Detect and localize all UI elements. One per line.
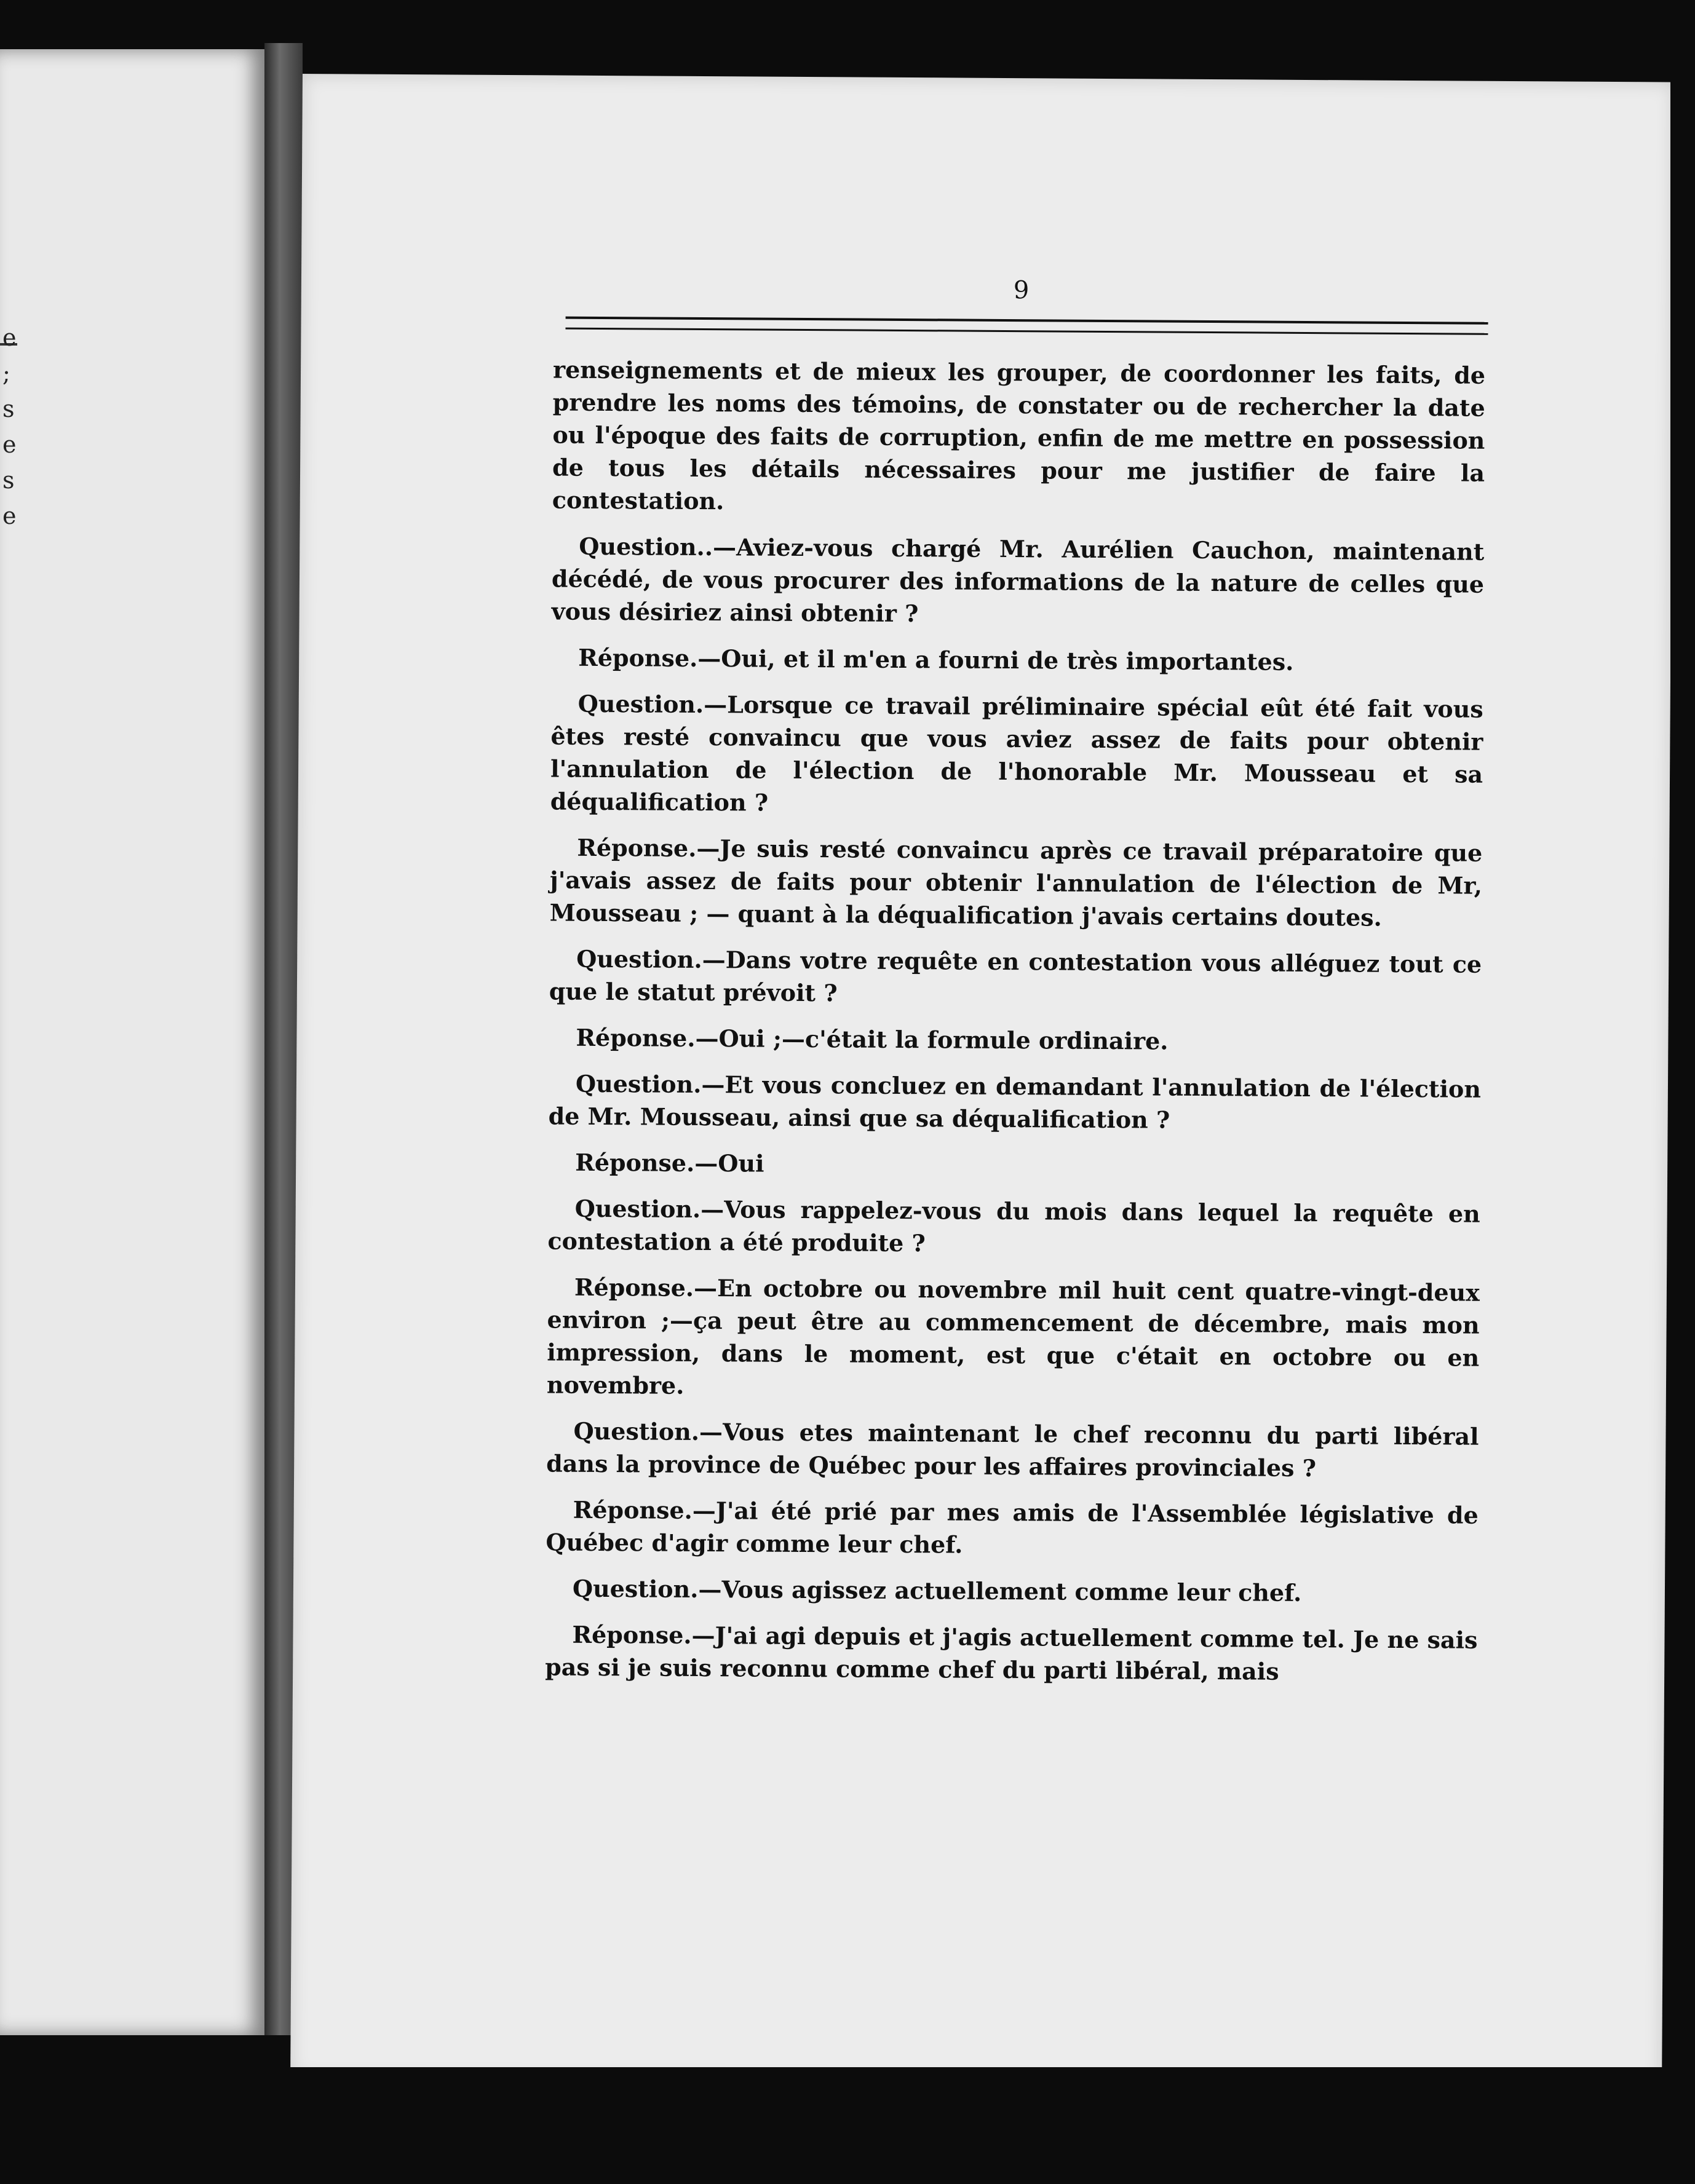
answer-label: Réponse.— xyxy=(575,1148,718,1177)
answer-text: J'ai agi depuis et j'agis actuellement comme tel. Je ne sais pas si je suis reconnu comme chef du parti libéral, mais xyxy=(545,1621,1478,1685)
left-page xyxy=(0,49,264,2035)
answer-text: Oui ;—c'était la formule ordinaire. xyxy=(718,1024,1169,1055)
answer-label: Réponse.— xyxy=(577,833,720,863)
question-label: Question.— xyxy=(578,689,728,719)
question-label: Question.— xyxy=(576,944,726,974)
answer-paragraph xyxy=(550,831,1483,934)
question-label: Question.— xyxy=(575,1069,725,1099)
question-text: Vous rappelez-vous du mois dans lequel la requête en contestation a été produite ? xyxy=(547,1195,1480,1257)
question-paragraph xyxy=(546,1414,1479,1485)
answer-paragraph xyxy=(551,641,1483,679)
left-fragment: ; xyxy=(2,360,10,387)
question-text: Vous etes maintenant le chef reconnu du parti libéral dans la province de Québec pour les affaires provinciales ? xyxy=(546,1418,1479,1482)
answer-text: Oui, et il m'en a fourni de très importantes. xyxy=(721,644,1294,676)
question-paragraph xyxy=(548,1067,1481,1138)
right-page xyxy=(290,74,1674,2087)
answer-text: Oui xyxy=(718,1149,764,1177)
answer-label: Réponse.— xyxy=(572,1620,715,1650)
answer-text: Je suis resté convaincu après ce travail préparatoire que j'avais assez de faits pour obtenir l'annulation de l'élection de Mr, Mousseau ; — quant à la déqualification j'avais certains doutes. xyxy=(549,834,1483,932)
left-fragment: e xyxy=(2,324,17,351)
opening-paragraph: renseignements et de mieux les grouper, de coordonner les faits, de prendre les noms des témoins, de constater ou de rechercher la date ou l'époque des faits de corruption, enfin de me mettre en possession de tous les détails nécessaires pour me justifier de faire la contestation. xyxy=(552,355,1486,515)
question-paragraph xyxy=(549,942,1482,1013)
scan-bottom-border xyxy=(234,2067,1695,2184)
page-number: 9 xyxy=(1013,276,1030,305)
left-fragment: e xyxy=(2,502,17,529)
question-label: Question..— xyxy=(579,532,737,561)
answer-paragraph xyxy=(548,1145,1480,1184)
question-text: Vous agissez actuellement comme leur chef. xyxy=(721,1575,1302,1607)
left-fragment: s xyxy=(2,395,15,422)
answer-label: Réponse.— xyxy=(578,643,721,673)
left-fragment: s xyxy=(2,467,15,494)
question-paragraph xyxy=(552,529,1485,633)
question-paragraph xyxy=(550,687,1483,823)
question-paragraph xyxy=(547,1192,1480,1262)
answer-paragraph xyxy=(547,1270,1480,1406)
question-label: Question.— xyxy=(573,1417,723,1446)
question-text: Et vous concluez en demandant l'annulation de l'élection de Mr. Mousseau, ainsi que sa déqualification ? xyxy=(548,1070,1482,1134)
scan-right-border xyxy=(1670,0,1695,2184)
answer-paragraph xyxy=(545,1618,1478,1688)
question-text: Dans votre requête en contestation vous alléguez tout ce que le statut prévoit ? xyxy=(549,946,1482,1007)
answer-paragraph xyxy=(549,1021,1481,1059)
answer-label: Réponse.— xyxy=(574,1273,718,1302)
left-page-text-fragments xyxy=(0,320,25,534)
answer-text: En octobre ou novembre mil huit cent quatre-vingt-deux environ ;—ça peut être au commencement de décembre, mais mon impression, dans le moment, est que c'était en octobre ou en novembre. xyxy=(546,1274,1480,1399)
question-label: Question.— xyxy=(574,1194,724,1224)
answer-paragraph xyxy=(546,1493,1479,1564)
question-paragraph xyxy=(546,1572,1478,1610)
answer-label: Réponse.— xyxy=(576,1023,719,1053)
answer-text: J'ai été prié par mes amis de l'Assemblée législative de Québec d'agir comme leur chef. xyxy=(546,1497,1479,1559)
page-body xyxy=(545,353,1485,1702)
question-text: Lorsque ce travail préliminaire spécial eût été fait vous êtes resté convaincu que vous aviez assez de faits pour obtenir l'annulation de l'élection de l'honorable Mr. Mousseau et sa déqualification ? xyxy=(550,690,1483,817)
left-fragment: e xyxy=(2,431,17,458)
header-double-rule xyxy=(565,317,1488,335)
question-text: Aviez-vous chargé Mr. Aurélien Cauchon, maintenant décédé, de vous procurer des informations de la nature de celles que vous désiriez ainsi obtenir ? xyxy=(551,533,1485,628)
answer-label: Réponse.— xyxy=(573,1495,716,1525)
question-label: Question.— xyxy=(572,1574,722,1604)
